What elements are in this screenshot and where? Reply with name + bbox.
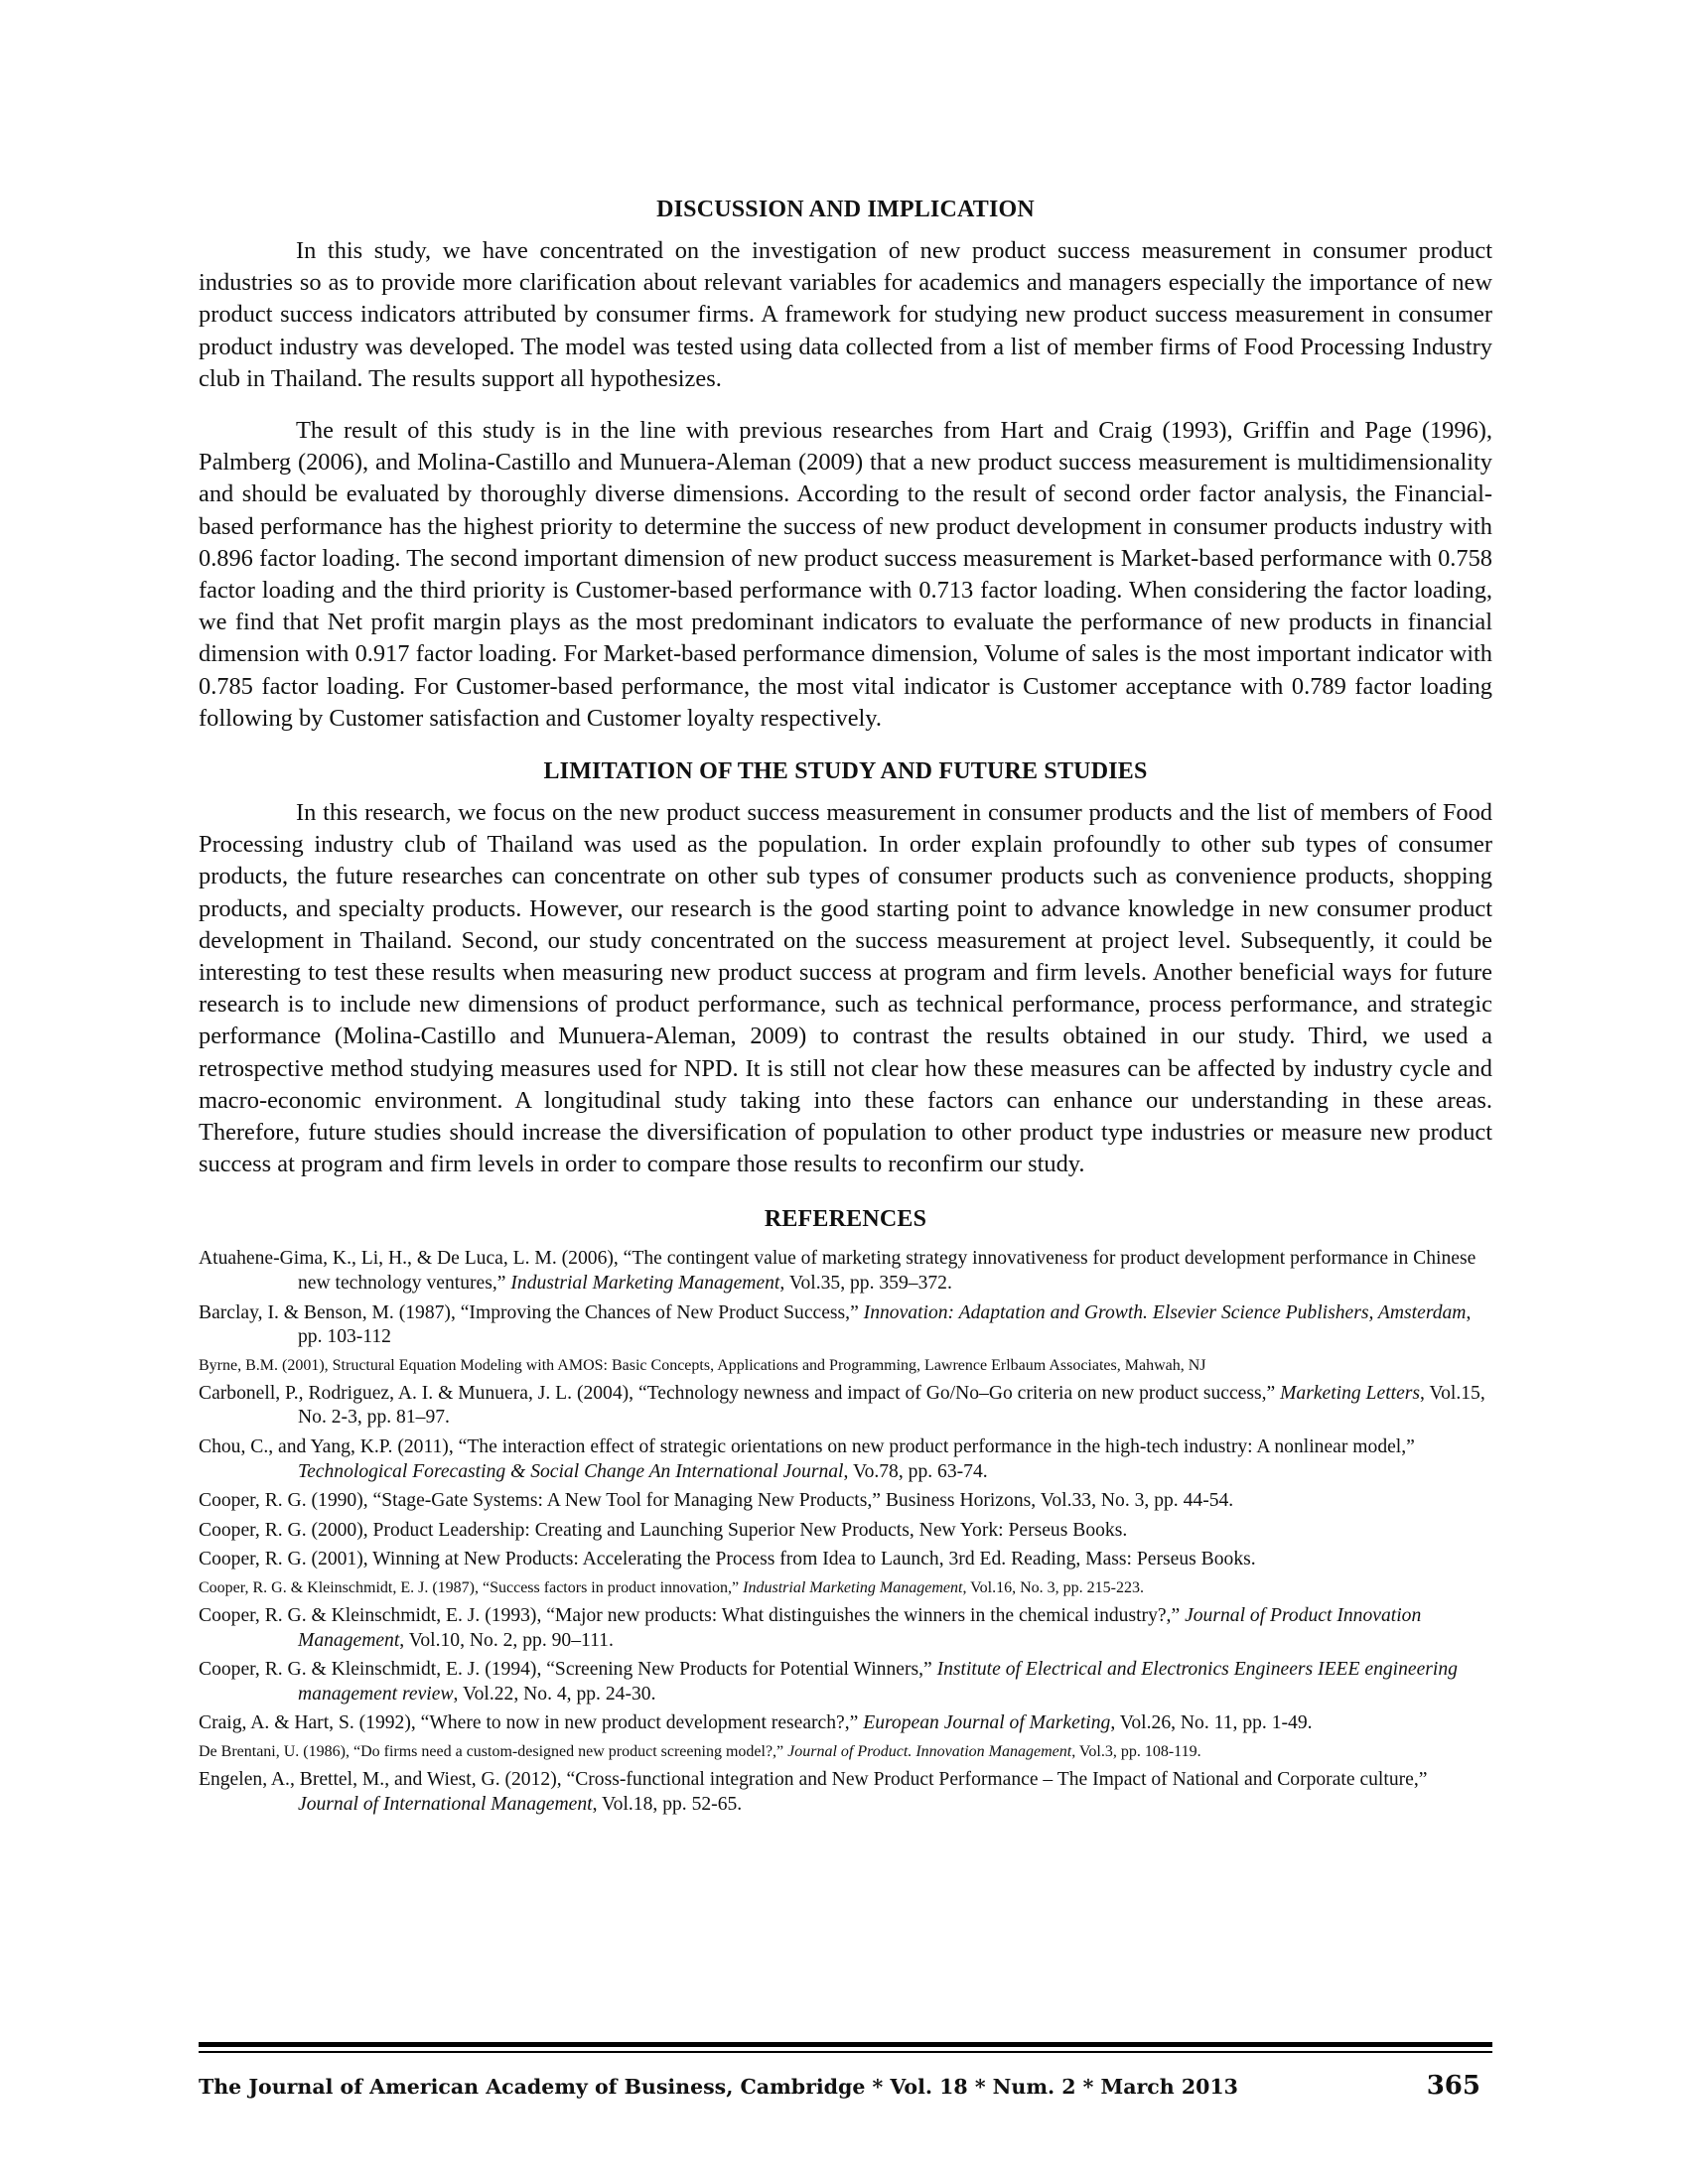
page-number: 365 <box>1426 2071 1480 2101</box>
reference-item <box>199 1768 1492 1817</box>
reference-item <box>199 1604 1492 1653</box>
reference-text: Byrne, B.M. (2001), Structural Equation Modeling with AMOS: Basic Concepts, Applications and Programming, Lawrence Erlbaum Associates, Mahwah, NJ <box>199 1356 1206 1374</box>
references-heading: REFERENCES <box>764 1206 927 1233</box>
reference-text: Carbonell, P., Rodriguez, A. I. & Munuera, J. L. (2004), “Technology newness and impact of Go/No–Go criteria on new product success,” <box>199 1382 1281 1404</box>
reference-details: , Vol.3, pp. 108-119. <box>1071 1742 1201 1760</box>
limitation-paragraph: In this research, we focus on the new product success measurement in consumer products and the list of members of Food Processing industry club of Thailand was used as the population. In order explain profoundly to other sub types of consumer products, the future researches can concentrate on other sub types of consumer products such as convenience products, shopping products, and specialty products. However, our research is the good starting point to advance knowledge in new consumer product development in Thailand. Second, our study concentrated on the success measurement at project level. Subsequently, it could be interesting to test these results when measuring new product success at program and firm levels. Another beneficial ways for future research is to include new dimensions of product performance, such as technical performance, process performance, and strategic performance (Molina-Castillo and Munuera-Aleman, 2009) to contrast the results obtained in our study. Third, we used a retrospective method studying measures used for NPD. It is still not clear how these measures can be affected by industry cycle and macro-economic environment. A longitudinal study taking into these factors can enhance our understanding in these areas. Therefore, future studies should increase the diversification of population to other product type industries or measure new product success at program and firm levels in order to compare those results to reconfirm our study. <box>199 799 1492 1178</box>
reference-text: Cooper, R. G. & Kleinschmidt, E. J. (1994), “Screening New Products for Potential Winners,” <box>199 1659 937 1681</box>
reference-text: Cooper, R. G. & Kleinschmidt, E. J. (1987), “Success factors in product innovation,” <box>199 1579 744 1597</box>
reference-source: Industrial Marketing Management <box>743 1579 963 1597</box>
reference-details: , Vol.16, No. 3, pp. 215-223. <box>962 1579 1144 1597</box>
reference-source: Journal of International Management <box>298 1793 593 1815</box>
reference-item <box>199 1489 1492 1514</box>
page-footer <box>199 2071 1492 2111</box>
reference-item <box>199 1435 1492 1484</box>
reference-text: Cooper, R. G. (2000), Product Leadership: Creating and Launching Superior New Products, New York: Perseus Books. <box>199 1519 1128 1541</box>
reference-text: Chou, C., and Yang, K.P. (2011), “The interaction effect of strategic orientations on new product performance in the high-tech industry: A nonlinear model,” <box>199 1436 1415 1458</box>
reference-source: Marketing Letters <box>1280 1382 1421 1404</box>
reference-item <box>199 1301 1492 1350</box>
reference-source: Journal of Product. Innovation Management <box>787 1742 1072 1760</box>
discussion-paragraph-1: In this study, we have concentrated on the investigation of new product success measurement in consumer product industries so as to provide more clarification about relevant variables for academics and managers especially the importance of new product success indicators attributed by consumer firms. A framework for studying new product success measurement in consumer product industry was developed. The model was tested using data collected from a list of member firms of Food Processing Industry club in Thailand. The results support all hypothesizes. <box>199 237 1492 392</box>
reference-item <box>199 1548 1492 1572</box>
discussion-heading: DISCUSSION AND IMPLICATION <box>656 197 1035 222</box>
reference-text: Engelen, A., Brettel, M., and Wiest, G. (2012), “Cross-functional integration and New Product Performance – The Impact of National and Corporate culture,” <box>199 1768 1428 1790</box>
reference-item <box>199 1355 1492 1377</box>
discussion-paragraph-2: The result of this study is in the line with previous researches from Hart and Craig (1993), Griffin and Page (1996), Palmberg (2006), and Molina-Castillo and Munuera-Aleman (2009) that a new product success measurement is multidimensionality and should be evaluated by thoroughly diverse dimensions. According to the result of second order factor analysis, the Financial-based performance has the highest priority to determine the success of new product development in consumer products industry with 0.896 factor loading. The second important dimension of new product success measurement is Market-based performance with 0.758 factor loading and the third priority is Customer-based performance with 0.713 factor loading. When considering the factor loading, we find that Net profit margin plays as the most predominant indicators to evaluate the performance of new products in financial dimension with 0.917 factor loading. For Market-based performance dimension, Volume of sales is the most important indicator with 0.785 factor loading. For Customer-based performance, the most vital indicator is Customer acceptance with 0.789 factor loading following by Customer satisfaction and Customer loyalty respectively. <box>199 417 1492 732</box>
reference-text: Cooper, R. G. & Kleinschmidt, E. J. (1993), “Major new products: What distinguishes the winners in the chemical industry?,” <box>199 1605 1186 1627</box>
reference-item <box>199 1658 1492 1706</box>
limitation-heading: LIMITATION OF THE STUDY AND FUTURE STUDIES <box>543 758 1148 785</box>
reference-details: , pp. 103-112 <box>298 1301 1472 1348</box>
reference-details: , Vol.26, No. 11, pp. 1-49. <box>1110 1712 1313 1734</box>
footer-rule-thin <box>199 2051 1492 2053</box>
reference-details: , Vol.18, pp. 52-65. <box>592 1793 743 1815</box>
footer-rule-thick <box>199 2042 1492 2047</box>
reference-source: Technological Forecasting & Social Change An International Journal <box>298 1460 844 1482</box>
reference-text: Atuahene-Gima, K., Li, H., & De Luca, L. M. (2006), “The contingent value of marketing strategy innovativeness for product development performance in Chinese new technology ventures,” <box>199 1248 1477 1295</box>
reference-text: Cooper, R. G. (1990), “Stage-Gate Systems: A New Tool for Managing New Products,” Business Horizons, Vol.33, No. 3, pp. 44-54. <box>199 1490 1234 1512</box>
reference-item <box>199 1741 1492 1763</box>
reference-item <box>199 1711 1492 1736</box>
references-list <box>199 1247 1492 1817</box>
reference-text: De Brentani, U. (1986), “Do firms need a custom-designed new product screening model?,” <box>199 1742 788 1760</box>
reference-item <box>199 1382 1492 1431</box>
footer-journal-info: The Journal of American Academy of Business, Cambridge * Vol. 18 * Num. 2 * March 2013 <box>199 2075 1238 2099</box>
reference-item <box>199 1577 1492 1599</box>
reference-item <box>199 1247 1492 1296</box>
reference-item <box>199 1519 1492 1544</box>
reference-details: , Vol.22, No. 4, pp. 24-30. <box>453 1683 656 1705</box>
reference-details: , Vo.78, pp. 63-74. <box>843 1460 988 1482</box>
reference-details: , Vol.10, No. 2, pp. 90–111. <box>399 1629 614 1651</box>
reference-details: , Vol.15, No. 2-3, pp. 81–97. <box>298 1382 1485 1429</box>
reference-source: Institute of Electrical and Electronics Engineers IEEE engineering management review <box>298 1659 1458 1705</box>
reference-source: Innovation: Adaptation and Growth. Elsevier Science Publishers, Amsterdam <box>863 1301 1467 1323</box>
reference-text: Barclay, I. & Benson, M. (1987), “Improving the Chances of New Product Success,” <box>199 1301 864 1323</box>
reference-text: Cooper, R. G. (2001), Winning at New Products: Accelerating the Process from Idea to Launch, 3rd Ed. Reading, Mass: Perseus Books. <box>199 1549 1256 1570</box>
reference-details: , Vol.35, pp. 359–372. <box>779 1273 952 1295</box>
page-content <box>199 197 1492 1822</box>
reference-source: Industrial Marketing Management <box>510 1273 780 1295</box>
reference-source: Journal of Product Innovation Management <box>298 1605 1422 1651</box>
reference-text: Craig, A. & Hart, S. (1992), “Where to now in new product development research?,” <box>199 1712 864 1734</box>
reference-source: European Journal of Marketing <box>863 1712 1111 1734</box>
